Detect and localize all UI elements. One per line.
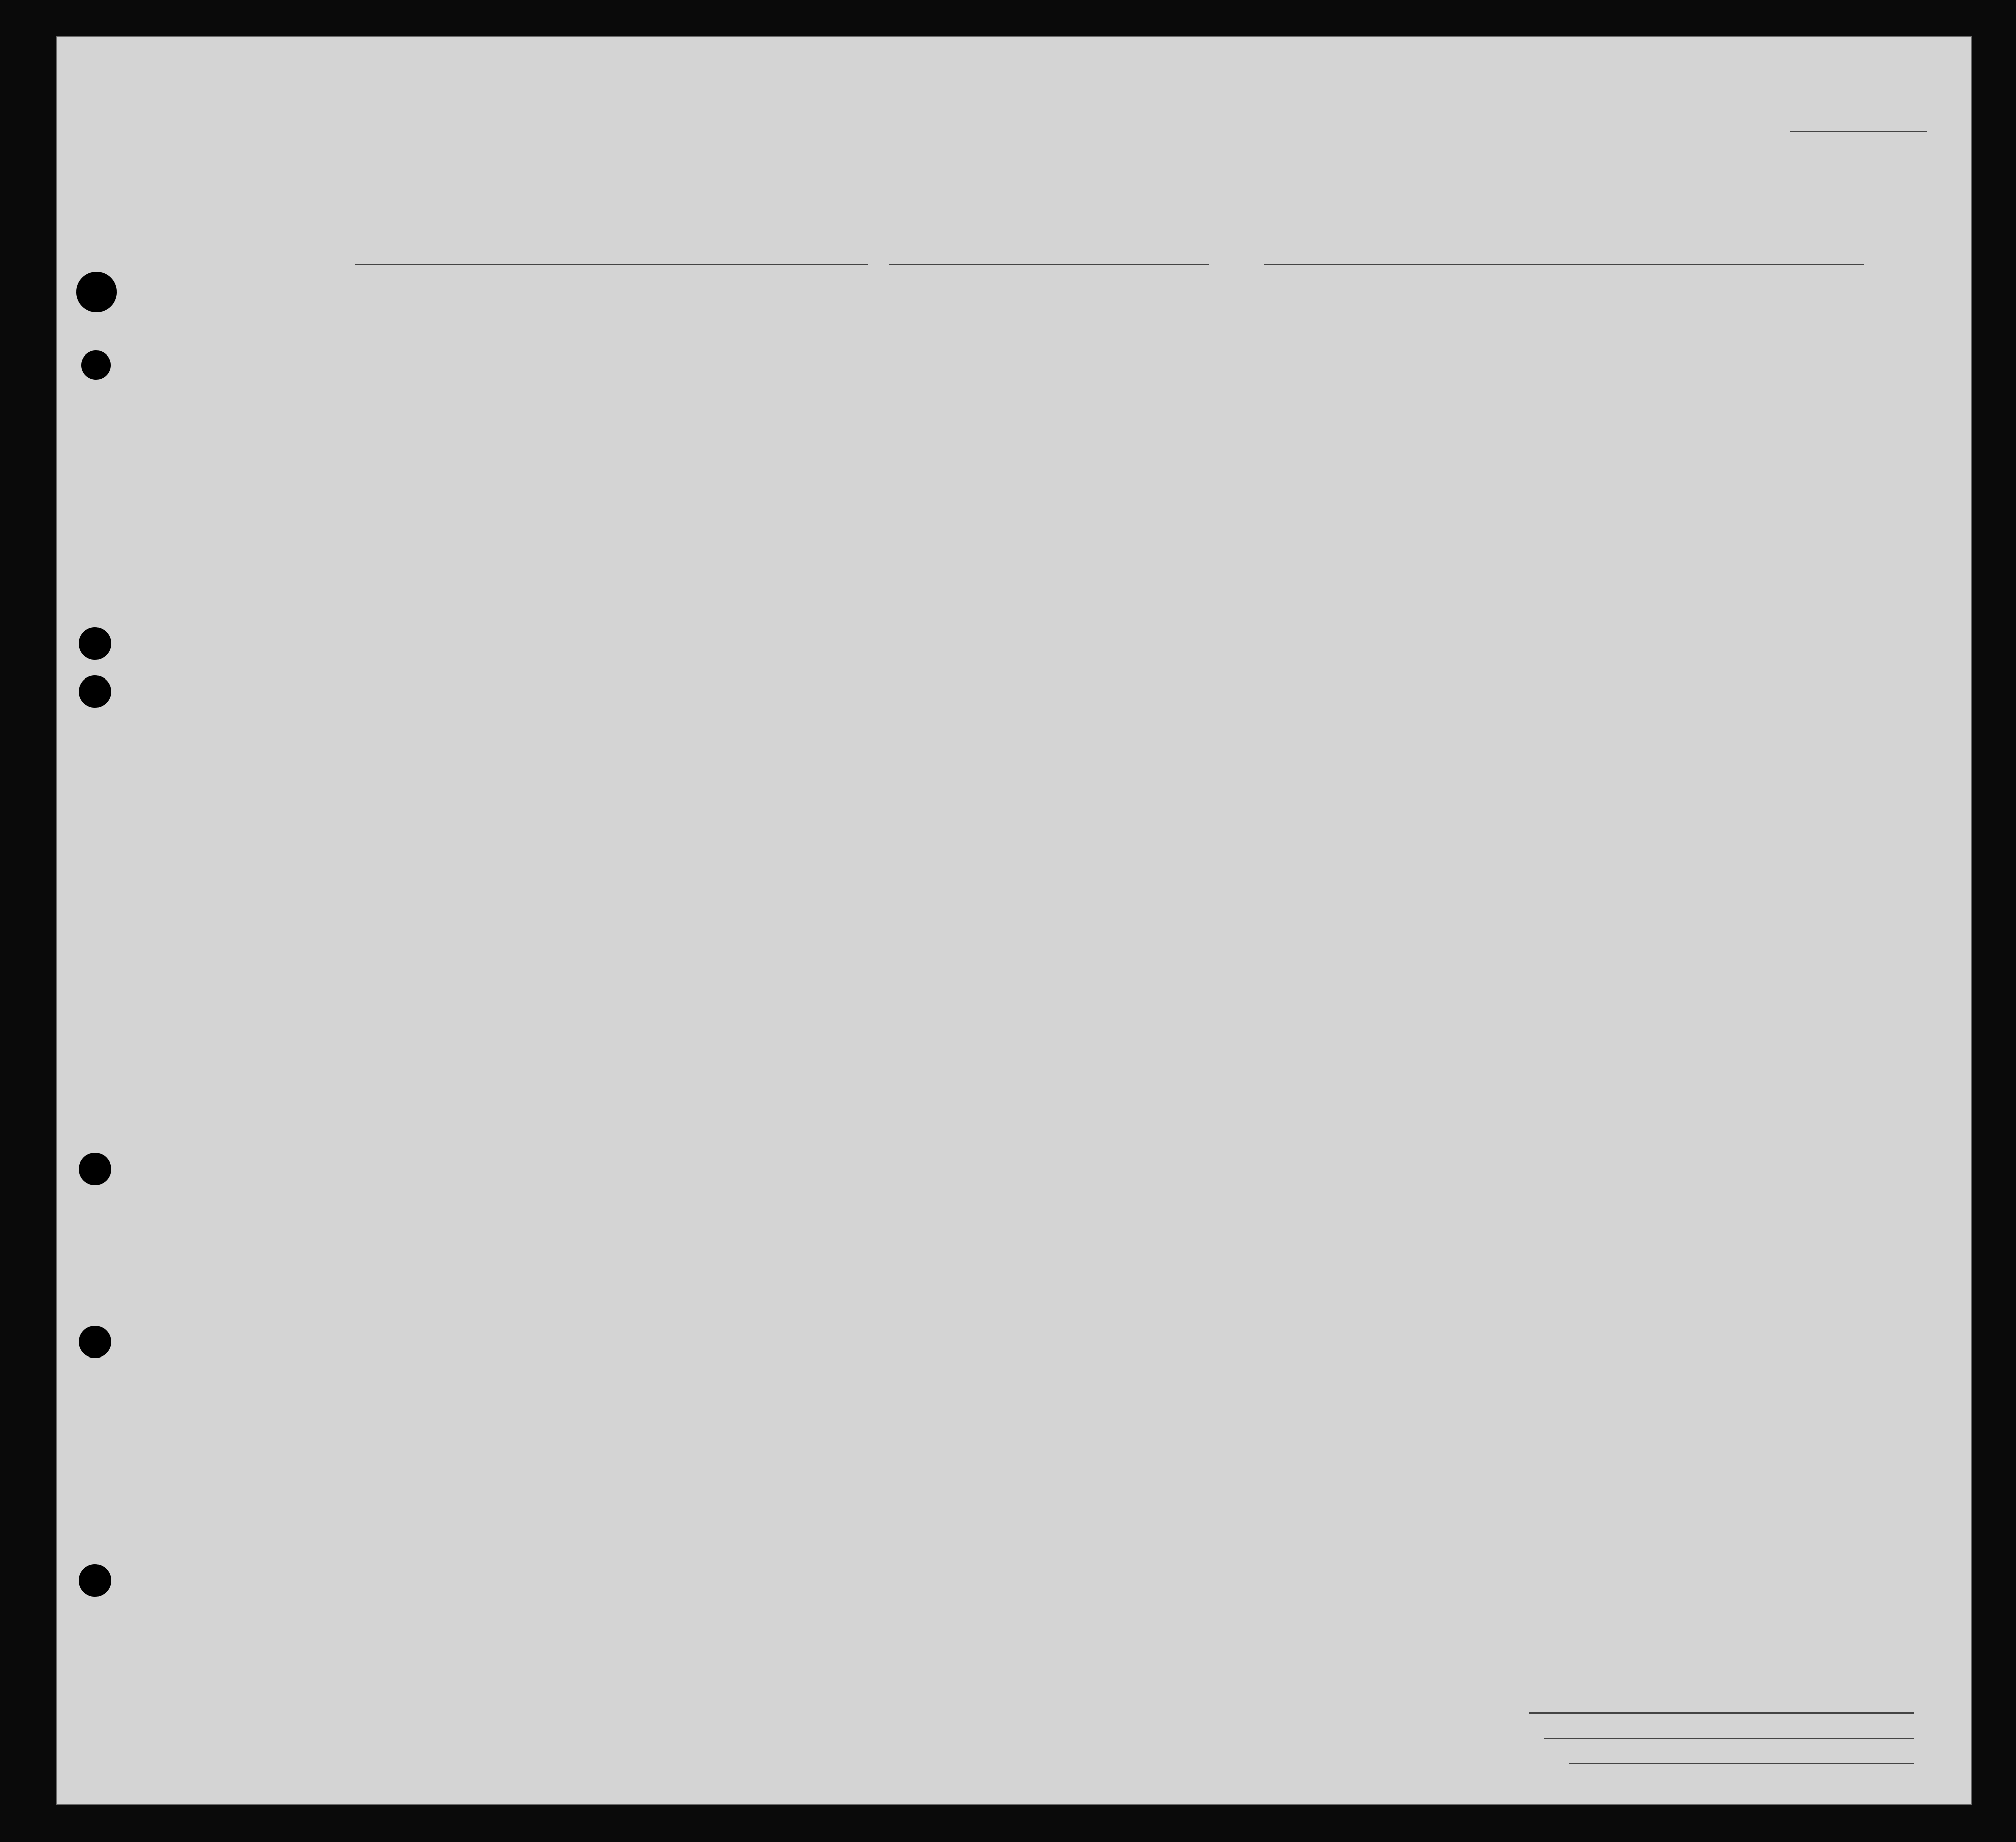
punch-hole xyxy=(79,675,111,708)
manifest-paper xyxy=(56,36,1972,1805)
punch-hole xyxy=(79,1564,111,1597)
line-underline xyxy=(1529,1712,1914,1714)
agents-underline xyxy=(1569,1763,1914,1764)
date-underline xyxy=(889,264,1209,265)
handwritten-ditto-line xyxy=(1234,513,1264,1615)
punch-hole xyxy=(76,272,117,312)
punch-hole xyxy=(79,1326,111,1358)
owners-underline xyxy=(1544,1738,1914,1739)
punch-hole xyxy=(81,350,111,380)
list-underline xyxy=(1790,131,1927,132)
punch-hole xyxy=(79,1153,111,1185)
year-underline xyxy=(1264,264,1864,265)
punch-hole xyxy=(79,627,111,660)
port-underline xyxy=(355,264,868,265)
